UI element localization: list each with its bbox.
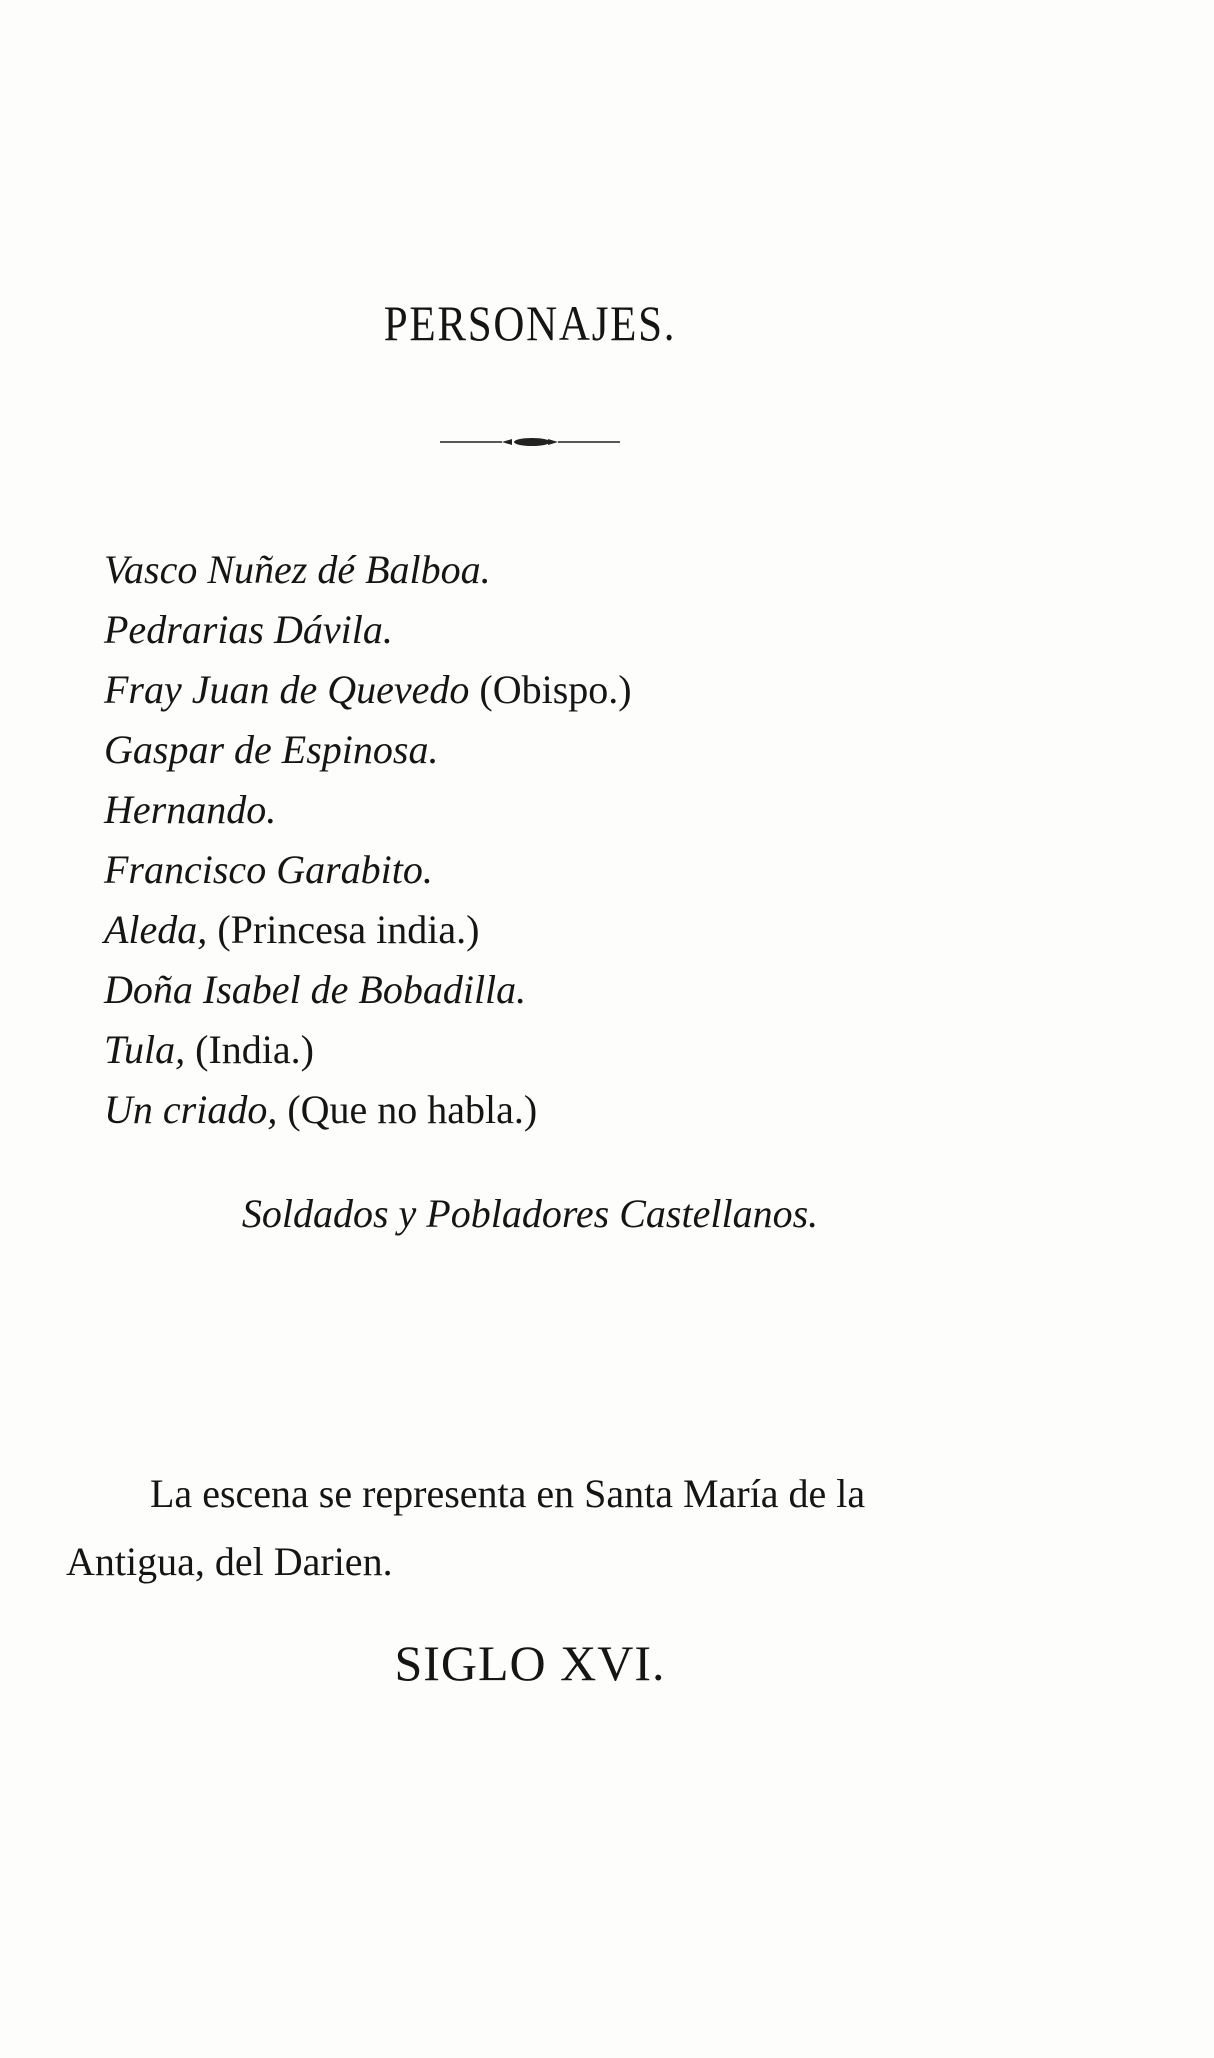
page-title: PERSONAJES. [383, 295, 677, 351]
cast-entry [104, 600, 1004, 660]
character-note: (Que no habla.) [287, 1087, 538, 1132]
character-note: (India.) [195, 1027, 314, 1072]
character-name: Doña Isabel de Bobadilla. [104, 967, 527, 1012]
character-name: Aleda, [104, 907, 208, 952]
setting-line: Antigua, del Darien. [66, 1539, 393, 1584]
cast-entry [104, 1080, 1004, 1140]
character-name: Vasco Nuñez dé Balboa. [104, 547, 491, 592]
character-name: Fray Juan de Quevedo [104, 667, 470, 712]
cast-entry [104, 960, 1004, 1020]
extras-line: Soldados y Pobladores Castellanos. [241, 1191, 819, 1236]
cast-list [104, 540, 1004, 1140]
cast-entry [104, 540, 1004, 600]
cast-entry [104, 720, 1004, 780]
cast-entry [104, 780, 1004, 840]
character-note: (Princesa india.) [217, 907, 480, 952]
character-name: Gaspar de Espinosa. [104, 727, 439, 772]
cast-entry [104, 900, 1004, 960]
flourish-divider-icon [440, 432, 620, 452]
character-name: Un criado, [104, 1087, 278, 1132]
setting-paragraph [66, 1460, 1026, 1596]
cast-entry [104, 660, 1004, 720]
character-name: Tula, [104, 1027, 186, 1072]
cast-entry [104, 840, 1004, 900]
setting-line: La escena se representa en Santa María de la [150, 1471, 866, 1516]
character-name: Hernando. [104, 787, 277, 832]
era-heading: SIGLO XVI. [394, 1635, 666, 1691]
character-name: Pedrarias Dávila. [104, 607, 393, 652]
cast-entry [104, 1020, 1004, 1080]
character-note: (Obispo.) [479, 667, 632, 712]
character-name: Francisco Garabito. [104, 847, 433, 892]
